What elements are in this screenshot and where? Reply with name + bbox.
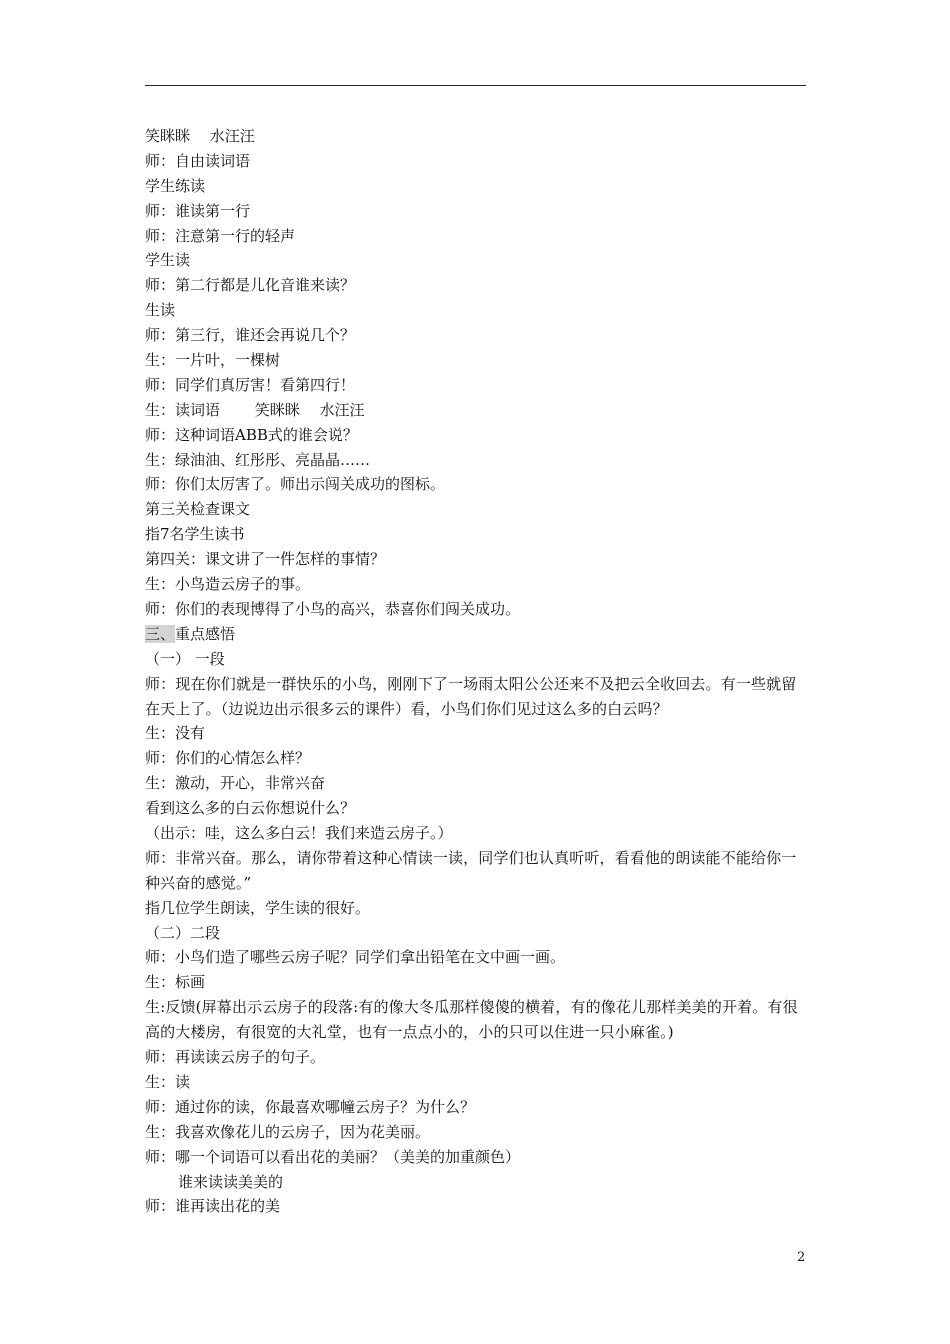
subsection-heading: （二）二段 — [145, 923, 221, 942]
text-line: 师：再读读云房子的句子。 — [145, 1048, 326, 1067]
text-line: 师：你们太厉害了。师出示闯关成功的图标。 — [145, 475, 446, 494]
section-heading: 第三关检查课文 — [145, 500, 251, 519]
text-line: 师：这种词语ABB式的谁会说？ — [145, 425, 358, 444]
section-heading: 第四关：课文讲了一件怎样的事情？ — [145, 550, 386, 569]
text-line: 生读 — [145, 301, 176, 320]
text-line: 师：自由读词语 — [145, 151, 251, 170]
document-body — [145, 124, 810, 1219]
text-line: 学生读 — [145, 251, 191, 270]
text-line: 生：没有 — [145, 724, 206, 743]
heading-number-highlight: 三、 — [145, 624, 176, 643]
text-line: 看到这么多的白云你想说什么？ — [145, 799, 356, 818]
text-line: 生：绿油油、红彤彤、亮晶晶…… — [145, 450, 371, 469]
heading-text: 重点感悟 — [175, 624, 236, 643]
text-line: 师：第二行都是儿化音谁来读？ — [145, 276, 356, 295]
text-paragraph: 生:反馈(屏幕出示云房子的段落:有的像大冬瓜那样傻傻的横着，有的像花儿那样美美的开着。有很高的大楼房，有很宽的大礼堂，也有一点点小的，小的只可以住进一只小麻雀。) — [145, 998, 798, 1042]
text-line: 指7名学生读书 — [145, 525, 245, 544]
text-line: 生：一片叶，一棵树 — [145, 351, 281, 370]
text-line: 师：谁读第一行 — [145, 201, 251, 220]
text-line: 师：通过你的读，你最喜欢哪幢云房子？为什么？ — [145, 1097, 476, 1116]
text-line: 师：注意第一行的轻声 — [145, 226, 296, 245]
subsection-heading: （一） 一段 — [145, 649, 225, 668]
text-line: 师：同学们真厉害！看第四行！ — [145, 375, 356, 394]
text-line: 生：小鸟造云房子的事。 — [145, 575, 311, 594]
page-number: 2 — [797, 1250, 806, 1265]
text-line: 学生练读 — [145, 176, 206, 195]
text-line: 师：哪一个词语可以看出花的美丽？（美美的加重颜色） — [145, 1147, 521, 1166]
text-line: （出示：哇，这么多白云！我们来造云房子。） — [145, 823, 453, 842]
part-heading — [145, 622, 810, 647]
text-line: 谁来读读美美的 — [178, 1172, 284, 1191]
text-line: 师：谁再读出花的美 — [145, 1197, 281, 1216]
text-line: 生：读词语 笑眯眯 水汪汪 — [145, 400, 365, 419]
header-rule — [145, 85, 806, 86]
text-line: 笑眯眯 水汪汪 — [145, 127, 255, 145]
text-paragraph: 师：非常兴奋。那么，请你带着这种心情读一读，同学们也认真听听，看看他的朗读能不能给你一种兴奋的感觉。” — [145, 848, 797, 892]
text-line: 生：激动，开心，非常兴奋 — [145, 774, 326, 793]
text-line: 师：第三行，谁还会再说几个？ — [145, 326, 356, 345]
text-paragraph: 师：现在你们就是一群快乐的小鸟，刚刚下了一场雨太阳公公还来不及把云全收回去。有一些就留在天上了。（边说边出示很多云的课件）看，小鸟们你们见过这么多的白云吗？ — [145, 674, 797, 718]
text-line: 指几位学生朗读，学生读的很好。 — [145, 898, 371, 917]
text-line: 生：读 — [145, 1072, 191, 1091]
text-line: 师：小鸟们造了哪些云房子呢？同学们拿出铅笔在文中画一画。 — [145, 948, 566, 967]
text-line: 生：标画 — [145, 973, 206, 992]
text-line: 师：你们的心情怎么样？ — [145, 749, 311, 768]
text-line: 师：你们的表现博得了小鸟的高兴，恭喜你们闯关成功。 — [145, 599, 521, 618]
text-line: 生：我喜欢像花儿的云房子，因为花美丽。 — [145, 1122, 431, 1141]
